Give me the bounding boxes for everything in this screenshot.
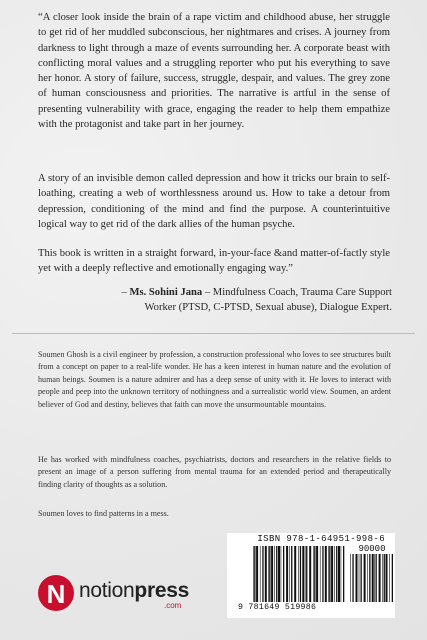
blurb-attribution (95, 285, 392, 316)
publisher-domain: .com (164, 601, 182, 610)
attribution-credentials: – Mindfulness Coach, Trauma Care Support Worker (PTSD, C-PTSD, Sexual abuse), Dialogue Expert. (144, 287, 392, 314)
logo-letter: N (46, 579, 66, 609)
author-bio-paragraph-3: Soumen loves to find patterns in a mess. (38, 509, 169, 518)
author-bio-paragraph-1: Soumen Ghosh is a civil engineer by profession, a construction professional who loves to see structures built from a concept on paper to a real-life wonder. He has a keen interest in human nature and the evolution of human beings. Soumen is a nature admirer and has a deep sense of unity with it. He loves to interact with people and peep into the unknown territory of nothingness and a surrealistic world view. Soumen, an ardent believer of God and destiny, believes that faith can move the unsurmountable mountains. (38, 350, 391, 409)
author-bio-paragraph-2: He has worked with mindfulness coaches, psychiatrists, doctors and researchers in the relative fields to present an image of a person suffering from mental trauma for an extended period and therapeutically finding clarity of thoughts as a solution. (38, 455, 391, 489)
barcode-addon-number: 90000 (358, 544, 386, 554)
blurb-paragraph-1: “A closer look inside the brain of a rape victim and childhood abuse, her struggle to get rid of her muddled subconscious, her nightmares and crises. A journey from darkness to light through a maze of events surrounding her. A corporate beast with conflicting moral values and a struggling reporter who put his everything to save her honor. A story of failure, success, struggle, despair, and values. The grey zone of human consciousness and priorities. The narrative is artful in the sense of presenting vulnerability with grace, engaging the reader to help them empathize with the protagonist and take part in her journey. (38, 12, 390, 131)
isbn-text: ISBN 978-1-64951-998-6 (257, 534, 385, 544)
logo-circle-icon (38, 575, 74, 611)
section-divider (12, 333, 415, 334)
blurb-paragraph-3: This book is written in a straight forward, in-your-face &and matter-of-factly style yet with a deeply reflective and emotionally engaging way.” (38, 248, 390, 275)
blurb-paragraph-2: A story of an invisible demon called depression and how it tricks our brain to self-loathing, creating a web of worthlessness around us. How to take a detour from depression, conditioning of the mind and find the purpose. A counterintuitive logical way to get rid of the dark allies of the human psyche. (38, 173, 390, 230)
attribution-dash: – (121, 287, 130, 298)
barcode-digits: 9 781649 519986 (238, 603, 317, 612)
ean-barcode-icon (253, 546, 346, 602)
addon-barcode-icon (350, 554, 394, 602)
publisher-name-part1: notion (79, 579, 135, 602)
attribution-name: Ms. Sohini Jana (129, 287, 203, 298)
publisher-logo (38, 574, 188, 618)
publisher-name-part2: press (134, 579, 189, 602)
